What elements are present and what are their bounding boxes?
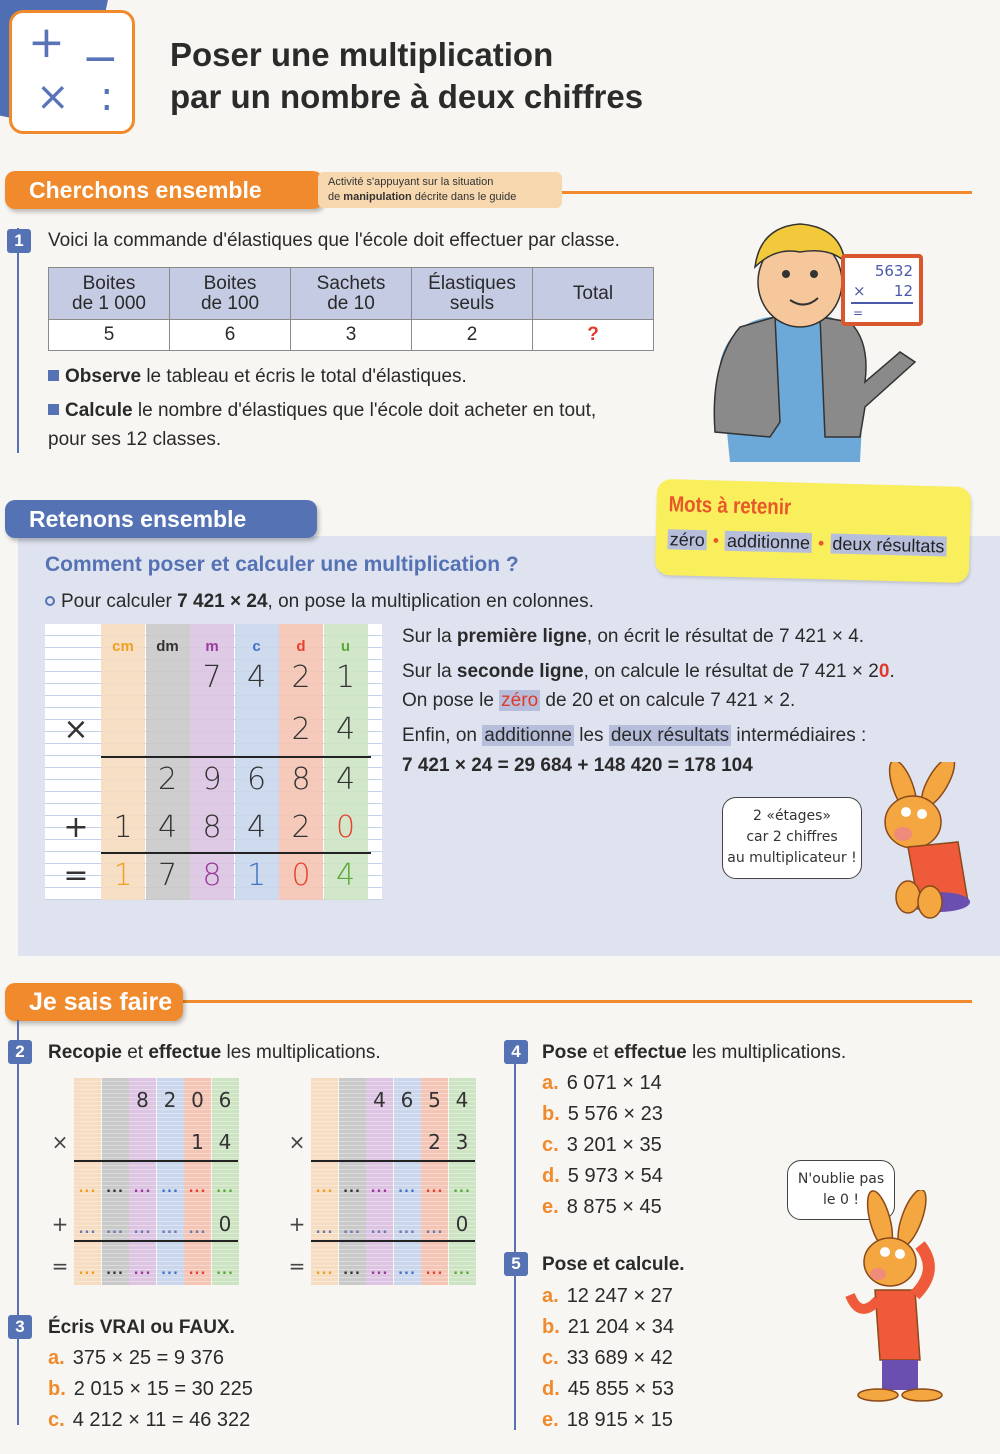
placeholder-dots: ... <box>161 1263 179 1278</box>
digit-result: 0 <box>291 858 311 893</box>
eye <box>895 1249 905 1259</box>
retenons-tab: Retenons ensemble <box>5 500 317 538</box>
explanation-line-3: On pose le zéro de 20 et on calcule 7 421 × 2. <box>402 690 796 711</box>
digit-multiplicand: 7 <box>202 660 222 695</box>
mot-item: additionne <box>726 530 811 553</box>
column-header-d: d <box>296 638 306 655</box>
pants <box>882 1360 918 1390</box>
result-rule <box>101 852 371 854</box>
exercise-2-grid-b <box>288 1078 475 1285</box>
placeholder-dots: ... <box>370 1263 389 1278</box>
whiteboard <box>841 254 923 326</box>
digit-partial1: 2 <box>157 762 178 797</box>
rabbit-sitting-illustration <box>868 762 983 922</box>
table-cell: 5 <box>49 320 170 351</box>
digit-multiplicand: 6 <box>218 1088 232 1112</box>
digit-multiplier: 4 <box>218 1130 232 1154</box>
column-header-cm: cm <box>112 638 134 655</box>
exercise-2-grid-a <box>51 1078 238 1285</box>
page-title <box>170 34 643 118</box>
speech-bubble-etages <box>722 797 862 879</box>
cherchons-tab: Cherchons ensemble <box>5 171 323 209</box>
eye <box>901 807 911 817</box>
foot <box>896 881 920 913</box>
operator-times: × <box>63 712 89 747</box>
operator-equals: = <box>51 1254 69 1278</box>
result-rule <box>311 1160 475 1162</box>
mot-item: zéro <box>669 529 706 551</box>
digit-result: 4 <box>335 858 356 893</box>
exercise-5-title: Pose et calcule. <box>542 1254 685 1275</box>
column-multiplication-grid <box>45 624 382 900</box>
bubble-line: 2 «étages» <box>753 808 831 824</box>
eye <box>917 809 927 819</box>
nose <box>870 1268 886 1280</box>
digit-partial2: 4 <box>246 810 267 845</box>
digit-multiplicand: 0 <box>191 1088 204 1112</box>
placeholder-dots: ... <box>425 1181 444 1196</box>
exercise-4-list <box>542 1068 663 1223</box>
digit-partial1: 4 <box>335 762 356 797</box>
placeholder-dots: ... <box>188 1263 207 1278</box>
placeholder-dots: ... <box>370 1222 389 1237</box>
exercise-number-1: 1 <box>7 229 31 253</box>
title-line-1: Poser une multiplication <box>170 36 554 73</box>
times-icon: × <box>36 74 70 120</box>
digit-multiplicand: 2 <box>163 1088 177 1112</box>
foot <box>902 1389 942 1401</box>
digit-multiplicand: 4 <box>455 1088 469 1112</box>
jacket-left <box>714 317 780 437</box>
placeholder-dots: ... <box>315 1222 334 1237</box>
whiteboard-eq: = <box>853 306 864 320</box>
digit-partial2: 8 <box>202 810 222 845</box>
exercise-number-4: 4 <box>504 1040 528 1064</box>
placeholder-dots: ... <box>425 1222 444 1237</box>
placeholder-dots: ... <box>188 1181 207 1196</box>
column-header-m: m <box>205 638 219 655</box>
list-item: b. 5 576 × 23 <box>542 1103 663 1125</box>
exercise-number-3: 3 <box>8 1315 32 1339</box>
jacket-right <box>820 317 915 437</box>
placeholder-dots: ... <box>78 1181 97 1196</box>
exercise-number-2: 2 <box>8 1040 32 1064</box>
table-header: Total <box>533 268 654 320</box>
exercise-5-list <box>542 1281 674 1436</box>
result-rule <box>101 756 371 758</box>
exercise-3-list <box>48 1343 253 1436</box>
foot <box>918 886 942 918</box>
operations-logo <box>9 10 135 134</box>
operator-times: × <box>51 1130 69 1154</box>
table-cell: 3 <box>291 320 412 351</box>
digit-result: 1 <box>246 858 267 893</box>
whiteboard-rule <box>851 302 913 304</box>
whiteboard-line2: 12 <box>893 282 913 300</box>
column-header-c: c <box>252 638 261 655</box>
placeholder-dots: ... <box>453 1181 471 1196</box>
placeholder-dots: ... <box>453 1263 471 1278</box>
list-item: b. 21 204 × 34 <box>542 1316 674 1338</box>
operator-plus: + <box>63 810 89 845</box>
digit-result: 7 <box>157 858 178 893</box>
digit-zero: 0 <box>218 1212 232 1236</box>
exercise-margin-line <box>514 1045 516 1430</box>
exercise-2-title: Recopie et effectue les multiplications. <box>48 1042 381 1063</box>
operator-times: × <box>288 1130 306 1154</box>
digit-partial2: 4 <box>157 810 178 845</box>
table-cell-total: ? <box>533 320 654 351</box>
digit-multiplier: 3 <box>455 1130 469 1154</box>
eye-left <box>782 270 790 278</box>
digit-multiplicand: 4 <box>246 660 267 695</box>
eye <box>880 1247 890 1257</box>
exercise-number-5: 5 <box>504 1252 528 1276</box>
operator-plus: + <box>288 1212 306 1236</box>
exercise-margin-line <box>17 1020 19 1425</box>
digit-result: 8 <box>202 858 222 893</box>
bubble-line: au multiplicateur ! <box>727 850 857 866</box>
digit-partial1: 9 <box>202 762 222 797</box>
sweater <box>875 1290 920 1360</box>
explanation-line-1: Sur la première ligne, on écrit le résultat de 7 421 × 4. <box>402 626 865 647</box>
digit-multiplicand: 8 <box>136 1088 149 1112</box>
table-row <box>49 320 654 351</box>
instruction-calcule: Calcule le nombre d'élastiques que l'école doit acheter en tout, <box>48 399 596 423</box>
placeholder-dots: ... <box>78 1222 97 1237</box>
result-rule <box>74 1160 238 1162</box>
bubble-line: car 2 chiffres <box>746 829 838 845</box>
placeholder-dots: ... <box>106 1263 124 1278</box>
exercise-1-intro: Voici la commande d'élastiques que l'école doit effectuer par classe. <box>48 230 620 251</box>
digit-multiplier: 1 <box>191 1130 204 1154</box>
placeholder-dots: ... <box>133 1181 152 1196</box>
bullet-icon <box>45 596 55 606</box>
note-line-2: de manipulation décrite dans le guide <box>328 191 517 203</box>
explanation-result: 7 421 × 24 = 29 684 + 148 420 = 178 104 <box>402 755 753 776</box>
mots-list: zéro • additionne • deux résultats <box>669 529 945 557</box>
order-table <box>48 267 654 351</box>
list-item: e. 18 915 × 15 <box>542 1409 673 1431</box>
table-header: Élastiques seuls <box>412 268 533 320</box>
guide-note <box>318 172 562 208</box>
nose <box>894 827 912 841</box>
list-item: c. 3 201 × 35 <box>542 1134 662 1156</box>
placeholder-dots: ... <box>216 1263 234 1278</box>
placeholder-dots: ... <box>425 1263 444 1278</box>
arm-raised <box>915 1245 929 1295</box>
digit-partial2: 2 <box>291 810 311 845</box>
placeholder-dots: ... <box>161 1222 179 1237</box>
column-header-u: u <box>340 638 351 655</box>
placeholder-dots: ... <box>398 1222 416 1237</box>
operator-plus: + <box>51 1212 69 1236</box>
section-rule <box>540 191 972 194</box>
instruction-observe: Observe le tableau et écris le total d'élastiques. <box>48 365 467 389</box>
placeholder-dots: ... <box>161 1181 179 1196</box>
table-header: Boites de 1 000 <box>49 268 170 320</box>
result-rule <box>311 1240 475 1242</box>
digit-multiplicand: 1 <box>335 660 356 695</box>
list-item: a. 12 247 × 27 <box>542 1285 673 1307</box>
retenons-intro: Pour calculer 7 421 × 24, on pose la multiplication en colonnes. <box>45 590 594 614</box>
table-header-row <box>49 268 654 320</box>
divide-icon: : <box>100 74 114 120</box>
column-header-dm: dm <box>156 638 179 655</box>
head <box>885 796 941 848</box>
whiteboard-line1: 5632 <box>874 262 913 280</box>
operator-equals: = <box>63 858 89 893</box>
digit-partial2: 0 <box>335 810 356 845</box>
explanation-line-4: Enfin, on additionne les deux résultats intermédiaires : <box>402 725 867 746</box>
exercise-4-title: Pose et effectue les multiplications. <box>542 1042 847 1063</box>
placeholder-dots: ... <box>370 1181 389 1196</box>
placeholder-dots: ... <box>398 1181 416 1196</box>
placeholder-dots: ... <box>133 1222 152 1237</box>
exercise-3-title: Écris VRAI ou FAUX. <box>48 1317 235 1338</box>
bullet-icon <box>48 404 59 415</box>
placeholder-dots: ... <box>106 1181 124 1196</box>
retenons-question: Comment poser et calculer une multiplication ? <box>45 553 519 576</box>
placeholder-dots: ... <box>343 1181 361 1196</box>
list-item: e. 8 875 × 45 <box>542 1196 662 1218</box>
digit-result: 1 <box>113 858 133 893</box>
head <box>864 1238 916 1286</box>
bubble-line: N'oublie pas <box>797 1171 885 1187</box>
digit-multiplicand: 5 <box>428 1088 441 1112</box>
mots-a-retenir-card <box>655 479 971 583</box>
arm-left <box>850 1295 878 1309</box>
placeholder-dots: ... <box>106 1222 124 1237</box>
digit-partial2: 1 <box>113 810 133 845</box>
title-line-2: par un nombre à deux chiffres <box>170 78 644 115</box>
exercise-margin-line <box>17 228 19 453</box>
table-cell: 2 <box>412 320 533 351</box>
section-rule <box>170 1000 972 1003</box>
mot-item: deux résultats <box>832 533 945 557</box>
placeholder-dots: ... <box>315 1263 334 1278</box>
list-item: c. 33 689 × 42 <box>542 1347 673 1369</box>
plus-icon: + <box>28 17 65 68</box>
explanation-line-2: Sur la seconde ligne, on calcule le résultat de 7 421 × 20. <box>402 661 895 682</box>
bubble-line: le 0 ! <box>823 1192 859 1208</box>
digit-zero: 0 <box>455 1212 469 1236</box>
operator-equals: = <box>288 1254 306 1278</box>
placeholder-dots: ... <box>315 1181 334 1196</box>
digit-multiplier: 2 <box>428 1130 441 1154</box>
placeholder-dots: ... <box>188 1222 207 1237</box>
list-item: c. 4 212 × 11 = 46 322 <box>48 1409 251 1431</box>
bullet-icon <box>48 370 59 381</box>
digit-multiplicand: 2 <box>291 660 311 695</box>
digit-partial1: 6 <box>246 762 267 797</box>
list-item: b. 2 015 × 15 = 30 225 <box>48 1378 253 1400</box>
table-header: Sachets de 10 <box>291 268 412 320</box>
rabbit-standing-illustration <box>840 1190 950 1410</box>
placeholder-dots: ... <box>78 1263 97 1278</box>
result-rule <box>74 1240 238 1242</box>
digit-multiplier: 4 <box>335 712 356 747</box>
note-line-1: Activité s'appuyant sur la situation <box>328 176 494 188</box>
placeholder-dots: ... <box>343 1222 361 1237</box>
whiteboard-op: × <box>853 282 866 300</box>
placeholder-dots: ... <box>398 1263 416 1278</box>
digit-multiplier: 2 <box>291 712 311 747</box>
table-header: Boites de 100 <box>170 268 291 320</box>
instruction-calcule-line2: pour ses 12 classes. <box>48 429 222 450</box>
je-sais-faire-tab: Je sais faire <box>5 983 183 1021</box>
list-item: d. 5 973 × 54 <box>542 1165 663 1187</box>
eye-right <box>810 270 818 278</box>
digit-multiplicand: 4 <box>373 1088 386 1112</box>
mots-title: Mots à retenir <box>668 491 792 520</box>
foot <box>858 1389 898 1401</box>
digit-multiplicand: 6 <box>400 1088 414 1112</box>
placeholder-dots: ... <box>216 1181 234 1196</box>
list-item: a. 375 × 25 = 9 376 <box>48 1347 224 1369</box>
digit-partial1: 8 <box>291 762 311 797</box>
placeholder-dots: ... <box>133 1263 152 1278</box>
list-item: d. 45 855 × 53 <box>542 1378 674 1400</box>
list-item: a. 6 071 × 14 <box>542 1072 662 1094</box>
placeholder-dots: ... <box>343 1263 361 1278</box>
minus-icon: − <box>82 33 119 84</box>
table-cell: 6 <box>170 320 291 351</box>
